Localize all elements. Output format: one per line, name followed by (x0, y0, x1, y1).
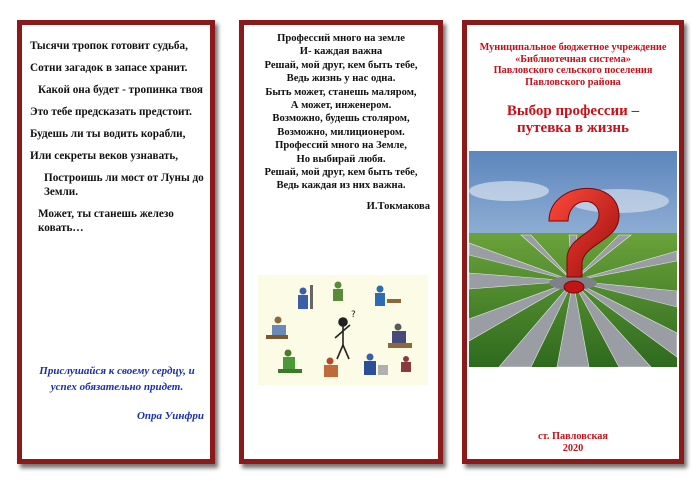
poem-line: Ведь каждая из них важна. (276, 180, 406, 192)
org-line: Муниципальное бюджетное учреждение (479, 42, 667, 53)
poem-left (30, 39, 204, 243)
panel-left (17, 20, 215, 464)
title-line: Выбор профессии – (506, 103, 640, 119)
poem-line: Быть может, станешь маляром, (265, 86, 417, 98)
quote-author: Опра Уинфри (136, 410, 204, 422)
poem-line: Решай, мой друг, кем быть тебе, (264, 59, 418, 71)
poem-line: Построишь ли мост от Луны до Земли. (44, 172, 204, 198)
svg-text:?: ? (351, 310, 356, 320)
brochure-title (473, 103, 673, 137)
org-line: Павловского сельского поселения (493, 65, 653, 76)
title-line: путевка в жизнь (517, 120, 629, 136)
poem-line: Возможно, будешь столяром, (272, 113, 410, 125)
poem-line: Возможно, милиционером. (277, 126, 405, 138)
poem-middle (248, 32, 434, 193)
panel-cover (462, 20, 684, 464)
poem-line: А может, инженером. (290, 100, 392, 112)
org-line: Павловского района (525, 76, 621, 88)
poem-line: Решай, мой друг, кем быть тебе, (264, 167, 418, 179)
poem-line: Но выбирай любя. (296, 153, 386, 165)
organization-name (473, 42, 673, 88)
poem-line: Будешь ли ты водить корабли, (30, 128, 186, 140)
quote-line: Прислушайся к своему сердцу, и (39, 365, 195, 377)
question-mark-illustration (469, 151, 677, 367)
panel-middle (239, 20, 443, 464)
poem-line: Профессий много на земле (277, 33, 405, 44)
poem-line: Какой она будет - тропинка твоя (38, 84, 203, 96)
quote-line: успех обязательно придет. (50, 381, 184, 393)
poem-line: Сотни загадок в запасе хранит. (30, 62, 188, 74)
poem-line: Тысячи тропок готовит судьба, (30, 40, 188, 52)
poem-line: Это тебе предсказать предстоит. (30, 106, 192, 118)
poem-line: И- каждая важна (299, 46, 383, 58)
place-name: ст. Павловская (537, 431, 608, 442)
poem-line: Профессий много на Земле, (275, 140, 407, 152)
poem-line: Или секреты веков узнавать, (30, 150, 179, 162)
professions-clipart (258, 275, 428, 385)
poem-line: Может, ты станешь железо ковать… (38, 208, 174, 234)
quote (30, 363, 204, 395)
poem-author: И.Токмакова (366, 201, 430, 212)
poem-line: Ведь жизнь у нас одна. (286, 73, 396, 85)
publication-info (473, 431, 673, 455)
year: 2020 (562, 443, 584, 454)
org-line: «Библиотечная система» (515, 53, 631, 65)
